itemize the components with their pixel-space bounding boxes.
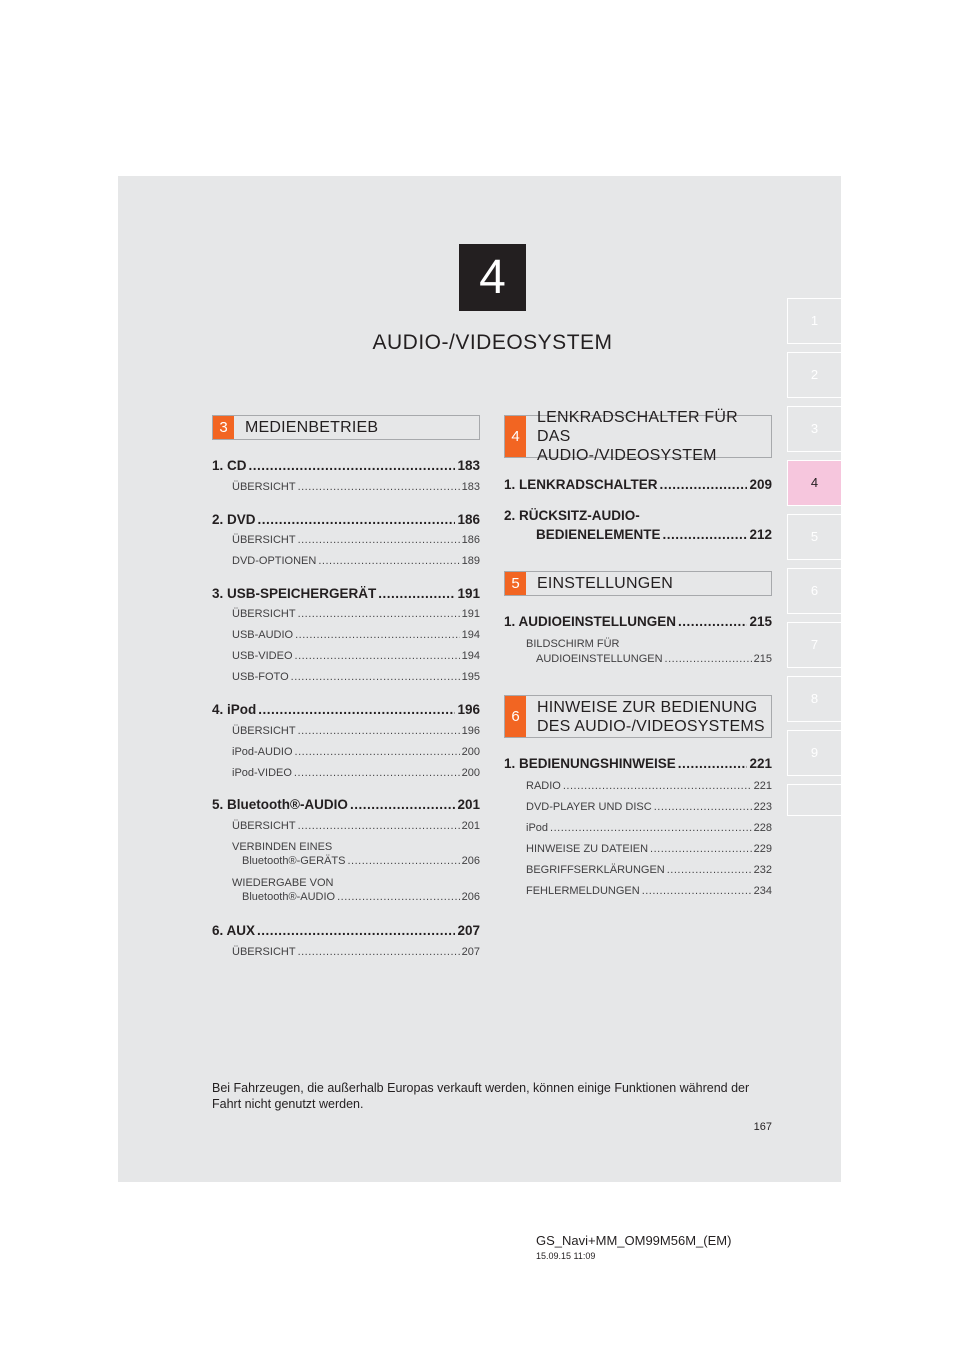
section-header-6: [504, 695, 772, 738]
tab-4[interactable]: 4: [787, 460, 841, 506]
tab-7[interactable]: 7: [787, 622, 841, 668]
toc-sub-entry[interactable]: USB-VIDEO ..... 194: [232, 650, 480, 662]
toc-sub-entry[interactable]: iPod ..... 228: [526, 822, 772, 834]
section-title-line2: AUDIO-/VIDEOSYSTEM: [537, 447, 717, 464]
section-header-5: [504, 571, 772, 596]
tab-3[interactable]: 3: [787, 406, 841, 452]
toc-sub-entry[interactable]: USB-AUDIO ..... 194: [232, 629, 480, 641]
section-title-line2: DES AUDIO-/VIDEOSYSTEMS: [537, 717, 765, 735]
toc-entry-line1[interactable]: 2. RÜCKSITZ-AUDIO-: [504, 508, 640, 523]
tab-2[interactable]: 2: [787, 352, 841, 398]
toc-sub-entry[interactable]: HINWEISE ZU DATEIEN ..... 229: [526, 843, 772, 855]
toc-entry-lenkradschalter[interactable]: 1. LENKRADSCHALTER ..... 209: [504, 477, 772, 492]
toc-sub-entry[interactable]: RADIO ..... 221: [526, 780, 772, 792]
section-title: [537, 696, 765, 737]
toc-entry-aux[interactable]: 6. AUX ..... 207: [212, 923, 480, 938]
toc-sub-entry[interactable]: ÜBERSICHT ..... 207: [232, 946, 480, 958]
tab-5[interactable]: 5: [787, 514, 841, 560]
toc-sub-entry[interactable]: ÜBERSICHT ..... 196: [232, 725, 480, 737]
toc-sub-entry[interactable]: iPod-AUDIO ..... 200: [232, 746, 480, 758]
toc-sub-entry[interactable]: iPod-VIDEO ..... 200: [232, 767, 480, 779]
toc-sub-entry[interactable]: USB-FOTO ..... 195: [232, 671, 480, 683]
toc-entry-ruecksitz[interactable]: BEDIENELEMENTE ..... 212: [536, 527, 772, 542]
toc-entry-bluetooth[interactable]: 5. Bluetooth®-AUDIO ..... 201: [212, 797, 480, 812]
toc-sub-entry[interactable]: ÜBERSICHT ..... 191: [232, 608, 480, 620]
tab-9[interactable]: 9: [787, 730, 841, 776]
toc-sub-entry-line1[interactable]: WIEDERGABE VON: [232, 877, 334, 889]
section-title: [537, 409, 771, 464]
toc-sub-entry[interactable]: AUDIOEINSTELLUNGEN ..... 215: [536, 653, 772, 665]
toc-sub-entry[interactable]: DVD-PLAYER UND DISC ..... 223: [526, 801, 772, 813]
footnote: Bei Fahrzeugen, die außerhalb Europas verkauft werden, können einige Funktionen während der Fahrt nicht genutzt werden.: [212, 1081, 750, 1111]
section-number: 5: [505, 572, 526, 595]
section-title-line1: LENKRADSCHALTER FÜR DAS: [537, 409, 738, 445]
toc-sub-entry-line1[interactable]: BILDSCHIRM FÜR: [526, 638, 620, 650]
page-number: 167: [753, 1121, 772, 1133]
toc-sub-entry[interactable]: ÜBERSICHT ..... 183: [232, 481, 480, 493]
toc-sub-entry[interactable]: ÜBERSICHT ..... 201: [232, 820, 480, 832]
chapter-title: AUDIO-/VIDEOSYSTEM: [372, 331, 613, 354]
toc-sub-entry[interactable]: FEHLERMELDUNGEN ..... 234: [526, 885, 772, 897]
tab-10[interactable]: [787, 784, 841, 816]
section-number: 4: [505, 416, 526, 457]
toc-entry-ipod[interactable]: 4. iPod ..... 196: [212, 702, 480, 717]
document-id: GS_Navi+MM_OM99M56M_(EM): [536, 1233, 732, 1248]
section-number: 3: [213, 416, 234, 439]
section-header-4: [504, 409, 772, 464]
toc-sub-entry[interactable]: Bluetooth®-GERÄTS ..... 206: [242, 855, 480, 867]
toc-sub-entry[interactable]: DVD-OPTIONEN ..... 189: [232, 555, 480, 567]
document-date: 15.09.15 11:09: [536, 1251, 596, 1261]
tab-1[interactable]: 1: [787, 298, 841, 344]
tab-8[interactable]: 8: [787, 676, 841, 722]
section-header-3: [212, 415, 480, 440]
toc-sub-entry[interactable]: ÜBERSICHT ..... 186: [232, 534, 480, 546]
section-title: EINSTELLUNGEN: [537, 575, 673, 592]
toc-entry-usb[interactable]: 3. USB-SPEICHERGERÄT ..... 191: [212, 586, 480, 601]
toc-entry-bedienungshinweise[interactable]: 1. BEDIENUNGSHINWEISE ..... 221: [504, 756, 772, 771]
section-title: MEDIENBETRIEB: [245, 419, 379, 436]
section-number: 6: [505, 696, 526, 737]
chapter-number: 4: [459, 244, 526, 311]
section-title-line1: HINWEISE ZUR BEDIENUNG: [537, 698, 758, 716]
tab-6[interactable]: 6: [787, 568, 841, 614]
toc-entry-cd[interactable]: 1. CD ..... 183: [212, 458, 480, 473]
toc-sub-entry[interactable]: Bluetooth®-AUDIO ..... 206: [242, 891, 480, 903]
toc-sub-entry[interactable]: BEGRIFFSERKLÄRUNGEN ..... 232: [526, 864, 772, 876]
toc-sub-entry-line1[interactable]: VERBINDEN EINES: [232, 841, 333, 853]
toc-entry-audioeinstellungen[interactable]: 1. AUDIOEINSTELLUNGEN ..... 215: [504, 614, 772, 629]
toc-entry-dvd[interactable]: 2. DVD ..... 186: [212, 512, 480, 527]
